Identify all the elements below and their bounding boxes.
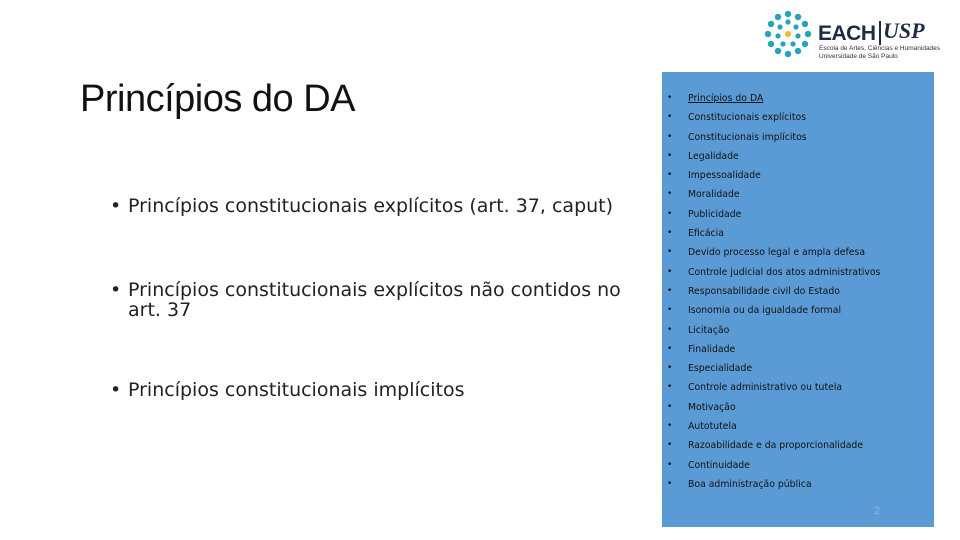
bullet-text: Princípios constitucionais implícitos: [128, 379, 465, 401]
topics-list: [667, 89, 880, 494]
topic-label: Autotutela: [688, 421, 737, 433]
topic-label: Constitucionais implícitos: [688, 131, 807, 143]
bullet-dot-icon: •: [667, 170, 673, 181]
topic-item: [667, 417, 880, 436]
topic-label: Princípios do DA: [688, 93, 764, 104]
topic-label: Controle judicial dos atos administrativos: [688, 266, 881, 278]
topic-label: Motivação: [688, 401, 736, 413]
page-number: 2: [874, 505, 881, 517]
topic-label: Devido processo legal e ampla defesa: [688, 247, 866, 259]
bullet-dot-icon: •: [110, 279, 122, 301]
topic-label: Legalidade: [688, 150, 739, 162]
bullet-dot-icon: •: [667, 189, 673, 200]
topic-item: [667, 321, 880, 340]
bullet-dot-icon: •: [667, 440, 673, 451]
topic-item: [667, 128, 880, 147]
bullet-dot-icon: •: [110, 379, 122, 401]
topic-label: Continuidade: [688, 459, 750, 471]
logo-subtitle-line1: Escola de Artes, Ciências e Humanidades: [819, 45, 941, 52]
topic-label: Impessoalidade: [688, 170, 761, 182]
topic-item: [667, 282, 880, 301]
topic-label: Licitação: [688, 324, 730, 336]
bullet-text: Princípios constitucionais explícitos (art. 37, caput): [128, 195, 614, 217]
bullet-dot-icon: •: [667, 363, 673, 374]
topic-label: Controle administrativo ou tutela: [688, 382, 843, 394]
logo-university: USP: [883, 18, 925, 43]
bullet-dot-icon: •: [667, 401, 673, 412]
topic-link-principios-do-da[interactable]: [667, 89, 880, 108]
logo-subtitle: [819, 45, 954, 61]
bullet-dot-icon: •: [667, 459, 673, 470]
bullet-dot-icon: •: [667, 324, 673, 335]
topic-item: [667, 263, 880, 282]
each-usp-logo: [762, 8, 952, 64]
bullet-dot-icon: •: [667, 285, 673, 296]
topic-label: Razoabilidade e da proporcionalidade: [688, 440, 864, 452]
bullet-dot-icon: •: [667, 93, 673, 103]
topic-item: [667, 147, 880, 166]
bullet-dot-icon: •: [667, 305, 673, 316]
bullet-dot-icon: •: [110, 195, 122, 217]
topic-label: Constitucionais explícitos: [688, 112, 807, 124]
topic-item: [667, 243, 880, 262]
topic-item: [667, 436, 880, 455]
bullet-dot-icon: •: [667, 382, 673, 393]
bullet-dot-icon: •: [667, 343, 673, 354]
topic-label: Publicidade: [688, 208, 742, 220]
topic-item: [667, 224, 880, 243]
topic-item: [667, 378, 880, 397]
topic-item: [667, 340, 880, 359]
bullet-item: [110, 280, 650, 320]
main-bullet-list: [110, 196, 650, 400]
topic-label: Finalidade: [688, 343, 736, 355]
topic-label: Boa administração pública: [688, 478, 812, 490]
logo-subtitle-line2: Universidade de São Paulo: [819, 53, 898, 60]
topic-item: [667, 359, 880, 378]
topic-item: [667, 205, 880, 224]
topic-label: Isonomia ou da igualdade formal: [688, 305, 842, 317]
bullet-dot-icon: •: [667, 208, 673, 219]
topic-item: [667, 166, 880, 185]
bullet-dot-icon: •: [667, 478, 673, 489]
bullet-dot-icon: •: [667, 112, 673, 123]
bullet-dot-icon: •: [667, 228, 673, 239]
bullet-dot-icon: •: [667, 131, 673, 142]
slide-title: Princípios do DA: [80, 78, 356, 120]
topic-label: Especialidade: [688, 363, 753, 375]
bullet-dot-icon: •: [667, 266, 673, 277]
topic-item: [667, 398, 880, 417]
topic-item: [667, 301, 880, 320]
bullet-item: [110, 380, 650, 400]
topic-item: [667, 456, 880, 475]
topic-label: Moralidade: [688, 189, 740, 201]
topic-item: [667, 185, 880, 204]
topic-label: Responsabilidade civil do Estado: [688, 285, 840, 297]
bullet-dot-icon: •: [667, 150, 673, 161]
bullet-dot-icon: •: [667, 421, 673, 432]
topic-item: [667, 475, 880, 494]
topic-label: Eficácia: [688, 228, 724, 240]
bullet-dot-icon: •: [667, 247, 673, 258]
logo-separator: [879, 21, 881, 45]
logo-name: EACH: [818, 22, 876, 45]
each-emblem-icon: [762, 8, 814, 60]
bullet-item: [110, 196, 650, 216]
topic-item: [667, 108, 880, 127]
bullet-text: Princípios constitucionais explícitos não contidos no art. 37: [128, 279, 621, 321]
